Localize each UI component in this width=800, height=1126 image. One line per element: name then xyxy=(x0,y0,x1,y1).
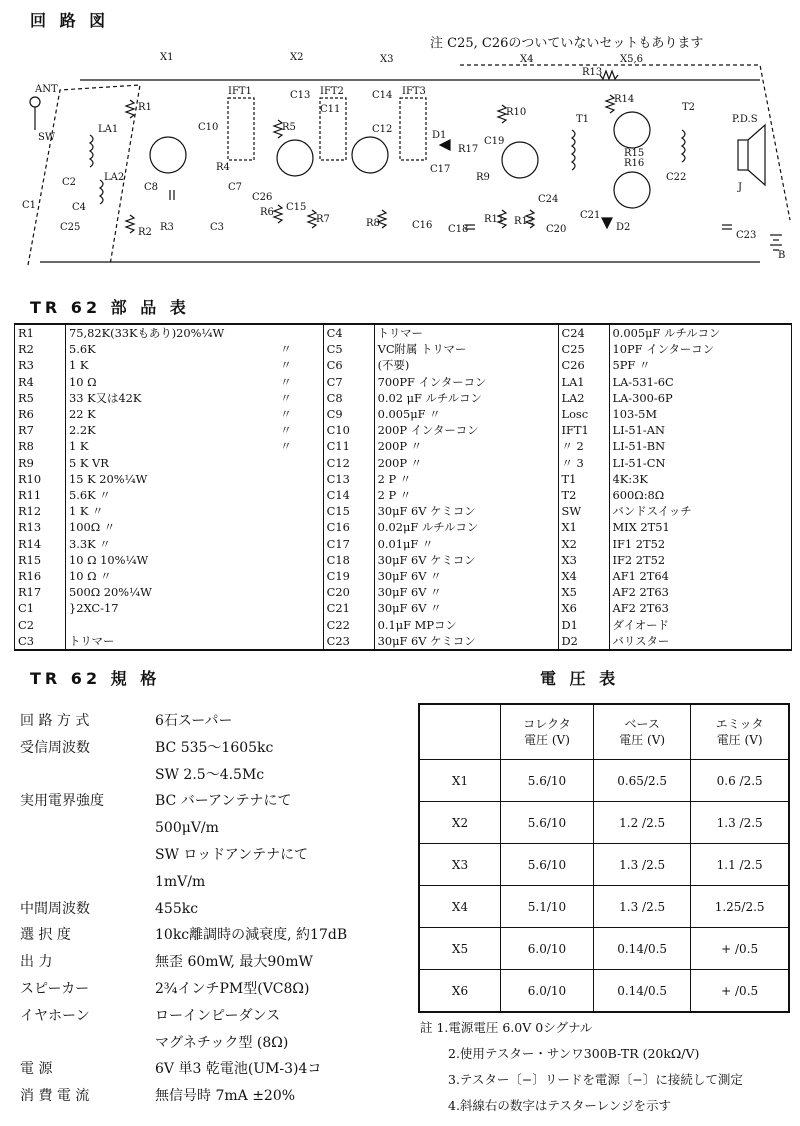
part-symbol: D2 xyxy=(558,633,609,650)
spec-label: 選 択 度 xyxy=(20,927,71,944)
voltage-value: 0.6 /2.5 xyxy=(691,760,789,802)
label-r11: R11 xyxy=(484,214,505,225)
spec-row xyxy=(20,1056,321,1082)
part-value: AF2 2T63 xyxy=(609,600,791,616)
part-symbol: X6 xyxy=(558,600,609,616)
parts-row xyxy=(15,633,792,650)
voltage-value: 1.3 /2.5 xyxy=(594,844,691,886)
part-value: 0.1μF MPコン xyxy=(374,617,558,633)
spec-label: 出 力 xyxy=(20,954,53,971)
part-value: 5 K VR xyxy=(66,455,324,471)
label-ift3: IFT3 xyxy=(402,86,426,97)
part-symbol: R15 xyxy=(15,552,66,568)
voltage-row xyxy=(419,970,789,1013)
voltage-row xyxy=(419,760,789,802)
label-c20: C20 xyxy=(546,224,567,235)
label-c3: C3 xyxy=(210,222,225,233)
spec-row xyxy=(20,949,313,975)
spec-row xyxy=(20,1030,288,1056)
part-value: LA-300-6P xyxy=(609,390,791,406)
spec-value: BC 535〜1605kc xyxy=(155,739,274,756)
note-line: 3.テスター〔−〕リードを電源〔−〕に接続して測定 xyxy=(448,1072,743,1087)
spec-label: 受信周波数 xyxy=(20,739,90,756)
label-c19: C19 xyxy=(484,136,505,147)
part-symbol: X1 xyxy=(558,519,609,535)
part-symbol: C11 xyxy=(323,438,374,454)
spec-value: 2¾インチPM型(VC8Ω) xyxy=(155,981,310,997)
part-ditto: 〃 xyxy=(280,374,292,389)
part-symbol: R14 xyxy=(15,536,66,552)
spec-value: SW 2.5〜4.5Mc xyxy=(155,766,265,783)
voltage-transistor: X2 xyxy=(419,802,501,844)
voltage-value: + /0.5 xyxy=(691,970,789,1013)
label-r12: R12 xyxy=(514,216,535,227)
part-value xyxy=(66,617,324,633)
label-r17: R17 xyxy=(458,144,479,155)
voltage-row xyxy=(419,886,789,928)
spec-row xyxy=(20,1083,295,1109)
label-t1: T1 xyxy=(576,114,590,125)
part-value: VC附属 トリマー xyxy=(374,341,558,357)
spec-row xyxy=(20,708,233,734)
label-d1: D1 xyxy=(432,130,447,141)
part-symbol: C17 xyxy=(323,536,374,552)
part-symbol: C20 xyxy=(323,584,374,600)
spec-row xyxy=(20,896,198,922)
part-value: 30μF 6V ケミコン xyxy=(374,552,558,568)
circuit-note: 注 C25, C26のついていないセットもあります xyxy=(430,36,704,51)
label-r7: R7 xyxy=(316,214,330,225)
part-value: 0.02μF ルチルコン xyxy=(374,519,558,535)
label-r8: R8 xyxy=(366,218,380,229)
label-c1: C1 xyxy=(22,200,37,211)
label-sw: SW xyxy=(38,132,56,143)
part-value: 3.3K 〃 xyxy=(66,536,324,552)
part-symbol: C22 xyxy=(323,617,374,633)
label-r6: R6 xyxy=(260,207,274,218)
part-value: 10PF インターコン xyxy=(609,341,791,357)
part-symbol: R8 xyxy=(15,438,66,454)
label-la2: LA2 xyxy=(104,172,125,183)
part-symbol: 〃 3 xyxy=(558,455,609,471)
part-symbol: C5 xyxy=(323,341,374,357)
label-c14: C14 xyxy=(372,90,393,101)
voltage-value: 1.1 /2.5 xyxy=(691,844,789,886)
parts-row xyxy=(15,390,792,406)
part-symbol: Losc xyxy=(558,406,609,422)
label-r3: R3 xyxy=(160,222,174,233)
label-x1: X1 xyxy=(160,52,174,63)
label-c17: C17 xyxy=(430,164,451,175)
voltage-row xyxy=(419,844,789,886)
label-ant: ANT xyxy=(35,84,58,95)
parts-table xyxy=(14,323,792,651)
parts-row xyxy=(15,568,792,584)
part-symbol: C21 xyxy=(323,600,374,616)
part-value: (不要) xyxy=(374,357,558,373)
spec-label: 電 源 xyxy=(20,1061,53,1078)
part-symbol: C13 xyxy=(323,471,374,487)
part-value: 75,82K(33Kもあり)20%¼W xyxy=(66,324,324,341)
voltage-value: 5.6/10 xyxy=(501,760,594,802)
part-value: 10 Ω 〃 xyxy=(66,568,324,584)
part-symbol: R11 xyxy=(15,487,66,503)
voltage-row xyxy=(419,928,789,970)
parts-row xyxy=(15,600,792,616)
part-value-text: 10 Ω xyxy=(69,374,97,389)
part-value: バリスター xyxy=(609,633,791,650)
voltage-value: 1.25/2.5 xyxy=(691,886,789,928)
label-t2: T2 xyxy=(682,102,696,113)
part-value xyxy=(66,438,324,454)
voltage-header xyxy=(419,704,501,760)
part-symbol: X5 xyxy=(558,584,609,600)
parts-row xyxy=(15,374,792,390)
parts-row xyxy=(15,406,792,422)
part-symbol: R16 xyxy=(15,568,66,584)
part-symbol: R10 xyxy=(15,471,66,487)
label-c10: C10 xyxy=(198,122,219,133)
voltage-value: 1.2 /2.5 xyxy=(594,802,691,844)
circuit-schematic xyxy=(20,40,795,285)
spec-row xyxy=(20,976,310,1002)
label-x4: X4 xyxy=(520,54,534,65)
spec-row xyxy=(20,1003,280,1029)
part-value: LI-51-AN xyxy=(609,422,791,438)
part-value: IF1 2T52 xyxy=(609,536,791,552)
part-symbol: R13 xyxy=(15,519,66,535)
part-ditto: 〃 xyxy=(280,390,292,405)
part-value: LI-51-BN xyxy=(609,438,791,454)
voltage-value: 1.3 /2.5 xyxy=(691,802,789,844)
part-value: 1 K 〃 xyxy=(66,503,324,519)
part-symbol: IFT1 xyxy=(558,422,609,438)
label-r10: R10 xyxy=(506,107,527,118)
parts-row xyxy=(15,536,792,552)
label-j: J xyxy=(738,182,743,193)
part-value: トリマー xyxy=(66,633,324,650)
part-value: 200P インターコン xyxy=(374,422,558,438)
circuit-title: 回 路 図 xyxy=(30,11,110,30)
spec-row xyxy=(20,762,264,788)
voltage-value: 0.14/0.5 xyxy=(594,928,691,970)
voltage-transistor: X1 xyxy=(419,760,501,802)
parts-row xyxy=(15,422,792,438)
part-value: 0.01μF 〃 xyxy=(374,536,558,552)
spec-label: スピーカー xyxy=(20,981,90,997)
voltage-transistor: X3 xyxy=(419,844,501,886)
parts-row xyxy=(15,357,792,373)
part-value: 200P 〃 xyxy=(374,438,558,454)
part-value: 0.02 μF ルチルコン xyxy=(374,390,558,406)
voltage-header: エミッタ 電圧 (V) xyxy=(691,704,789,760)
note-line: 2.使用テスター・サンワ300B-TR (20kΩ/V) xyxy=(448,1046,700,1061)
voltage-row xyxy=(419,802,789,844)
spec-value: SW ロッドアンテナにて xyxy=(155,847,309,863)
label-c24: C24 xyxy=(538,194,559,205)
part-symbol: R1 xyxy=(15,324,66,341)
part-value: 10 Ω 10%¼W xyxy=(66,552,324,568)
part-value-text: 2.2K xyxy=(69,423,96,438)
part-symbol: C19 xyxy=(323,568,374,584)
part-value: 15 K 20%¼W xyxy=(66,471,324,487)
label-r9: R9 xyxy=(476,172,490,183)
part-value: AF1 2T64 xyxy=(609,568,791,584)
label-c26: C26 xyxy=(252,192,273,203)
part-value: トリマー xyxy=(374,324,558,341)
part-value-text: 5.6K xyxy=(69,342,96,357)
label-r5: R5 xyxy=(282,122,296,133)
spec-row xyxy=(20,869,205,895)
part-symbol: C8 xyxy=(323,390,374,406)
part-symbol: R5 xyxy=(15,390,66,406)
part-symbol: LA1 xyxy=(558,374,609,390)
spec-label: 実用電界強度 xyxy=(20,793,104,810)
part-value: 700PF インターコン xyxy=(374,374,558,390)
label-r4: R4 xyxy=(216,162,230,173)
parts-row xyxy=(15,503,792,519)
parts-row xyxy=(15,438,792,454)
label-d2: D2 xyxy=(616,222,631,233)
part-symbol: C12 xyxy=(323,455,374,471)
parts-row xyxy=(15,341,792,357)
part-value: 2 P 〃 xyxy=(374,487,558,503)
part-symbol: R17 xyxy=(15,584,66,600)
part-value: 500Ω 20%¼W xyxy=(66,584,324,600)
part-symbol: LA2 xyxy=(558,390,609,406)
label-c12: C12 xyxy=(372,124,393,135)
parts-row xyxy=(15,324,792,341)
part-ditto: 〃 xyxy=(280,358,292,373)
label-x3: X3 xyxy=(380,54,394,65)
part-value: 0.005μF ルチルコン xyxy=(609,324,791,341)
part-symbol: C6 xyxy=(323,357,374,373)
spec-row xyxy=(20,842,308,868)
spec-label: 中間周波数 xyxy=(20,900,90,917)
part-value: 30μF 6V 〃 xyxy=(374,568,558,584)
label-r13: R13 xyxy=(582,67,603,78)
label-c13: C13 xyxy=(290,90,311,101)
part-value: 103-5M xyxy=(609,406,791,422)
spec-value: ローインピーダンス xyxy=(155,1007,281,1024)
label-r16: R16 xyxy=(624,158,645,169)
part-value: 0.005μF 〃 xyxy=(374,406,558,422)
part-ditto: 〃 xyxy=(280,407,292,422)
part-ditto: 〃 xyxy=(280,342,292,357)
parts-row xyxy=(15,455,792,471)
label-c21: C21 xyxy=(580,210,601,221)
part-value xyxy=(66,422,324,438)
label-c8: C8 xyxy=(144,182,159,193)
voltage-value: 0.65/2.5 xyxy=(594,760,691,802)
part-symbol: R4 xyxy=(15,374,66,390)
part-ditto: 〃 xyxy=(280,439,292,454)
spec-label: 消 費 電 流 xyxy=(20,1088,90,1105)
parts-row xyxy=(15,487,792,503)
label-c15: C15 xyxy=(286,202,307,213)
part-symbol: C16 xyxy=(323,519,374,535)
part-value xyxy=(66,341,324,357)
part-symbol: C9 xyxy=(323,406,374,422)
part-symbol: R2 xyxy=(15,341,66,357)
part-symbol: C3 xyxy=(15,633,66,650)
part-value-text: 22 K xyxy=(69,407,96,422)
part-symbol: C24 xyxy=(558,324,609,341)
label-pds: P.D.S xyxy=(732,114,758,125)
spec-row xyxy=(20,735,273,761)
part-value xyxy=(66,357,324,373)
part-symbol: C4 xyxy=(323,324,374,341)
label-r1: R1 xyxy=(138,102,152,113)
spec-value: 1mV/m xyxy=(155,873,206,890)
spec-value: 6石スーパー xyxy=(155,713,233,729)
spec-label: イヤホーン xyxy=(20,1007,90,1024)
part-value: LI-51-CN xyxy=(609,455,791,471)
label-c16: C16 xyxy=(412,220,433,231)
parts-table-title: TR 62 部 品 表 xyxy=(30,298,190,317)
spec-label: 回 路 方 式 xyxy=(20,713,90,729)
voltage-title: 電 圧 表 xyxy=(540,669,620,688)
part-symbol: 〃 2 xyxy=(558,438,609,454)
voltage-transistor: X4 xyxy=(419,886,501,928)
voltage-value: 5.6/10 xyxy=(501,844,594,886)
part-value: バンドスイッチ xyxy=(609,503,791,519)
spec-title: TR 62 規 格 xyxy=(30,669,161,688)
part-symbol: R3 xyxy=(15,357,66,373)
part-symbol: R9 xyxy=(15,455,66,471)
part-symbol: C26 xyxy=(558,357,609,373)
part-value: 30μF 6V 〃 xyxy=(374,600,558,616)
spec-value: 455kc xyxy=(155,900,199,917)
note-line: 註 1.電源電圧 6.0V 0シグナル xyxy=(420,1020,593,1035)
part-value: IF2 2T52 xyxy=(609,552,791,568)
label-c4: C4 xyxy=(72,202,87,213)
label-c11: C11 xyxy=(320,104,341,115)
part-symbol: SW xyxy=(558,503,609,519)
part-symbol: C2 xyxy=(15,617,66,633)
part-ditto: 〃 xyxy=(280,423,292,438)
part-value xyxy=(66,390,324,406)
part-symbol: C15 xyxy=(323,503,374,519)
label-ift1: IFT1 xyxy=(228,86,252,97)
label-c23: C23 xyxy=(736,230,757,241)
parts-row xyxy=(15,471,792,487)
label-b: B xyxy=(778,250,786,261)
note-line: 4.斜線右の数字はテスターレンジを示す xyxy=(448,1098,672,1113)
part-value: 200P 〃 xyxy=(374,455,558,471)
part-value: 4K:3K xyxy=(609,471,791,487)
spec-value: マグネチック型 (8Ω) xyxy=(155,1034,289,1051)
part-value xyxy=(66,374,324,390)
part-value: AF2 2T63 xyxy=(609,584,791,600)
part-value: 100Ω 〃 xyxy=(66,519,324,535)
voltage-transistor: X6 xyxy=(419,970,501,1013)
spec-value: BC バーアンテナにて xyxy=(155,793,292,810)
part-symbol: C7 xyxy=(323,374,374,390)
label-c7: C7 xyxy=(228,182,243,193)
part-value-text: 1 K xyxy=(69,439,89,454)
label-la1: LA1 xyxy=(98,124,119,135)
part-symbol: C14 xyxy=(323,487,374,503)
part-symbol: R12 xyxy=(15,503,66,519)
label-ift2: IFT2 xyxy=(320,86,344,97)
part-symbol: R6 xyxy=(15,406,66,422)
part-value: 5PF 〃 xyxy=(609,357,791,373)
label-c25: C25 xyxy=(60,222,81,233)
spec-value: 無歪 60mW, 最大90mW xyxy=(155,954,313,971)
part-value-text: 33 K又は42K xyxy=(69,390,142,405)
voltage-header: ベース 電圧 (V) xyxy=(594,704,691,760)
voltage-header: コレクタ 電圧 (V) xyxy=(501,704,594,760)
part-symbol: X4 xyxy=(558,568,609,584)
voltage-transistor: X5 xyxy=(419,928,501,970)
part-symbol: C1 xyxy=(15,600,66,616)
spec-value: 10kc離調時の減衰度, 約17dB xyxy=(155,927,348,944)
spec-value: 500μV/m xyxy=(155,820,219,837)
part-value: ダイオード xyxy=(609,617,791,633)
part-symbol: X2 xyxy=(558,536,609,552)
parts-row xyxy=(15,617,792,633)
part-value-text: 1 K xyxy=(69,358,89,373)
voltage-value: 5.1/10 xyxy=(501,886,594,928)
parts-row xyxy=(15,584,792,600)
voltage-value: 0.14/0.5 xyxy=(594,970,691,1013)
voltage-table xyxy=(418,703,790,1013)
spec-value: 6V 単3 乾電池(UM-3)4コ xyxy=(155,1061,322,1078)
label-r15: R15 xyxy=(624,148,645,159)
voltage-value: 5.6/10 xyxy=(501,802,594,844)
spec-row xyxy=(20,815,219,841)
part-symbol: T2 xyxy=(558,487,609,503)
part-value: 30μF 6V ケミコン xyxy=(374,633,558,650)
part-value xyxy=(66,406,324,422)
label-r2: R2 xyxy=(138,227,152,238)
part-symbol: C23 xyxy=(323,633,374,650)
label-r14: R14 xyxy=(614,94,635,105)
part-value: 30μF 6V ケミコン xyxy=(374,503,558,519)
parts-row xyxy=(15,552,792,568)
part-value: 2 P 〃 xyxy=(374,471,558,487)
part-symbol: C18 xyxy=(323,552,374,568)
label-x2: X2 xyxy=(290,52,304,63)
label-c22: C22 xyxy=(666,172,687,183)
part-symbol: C25 xyxy=(558,341,609,357)
spec-row xyxy=(20,922,347,948)
part-value: MIX 2T51 xyxy=(609,519,791,535)
part-value: LA-531-6C xyxy=(609,374,791,390)
part-symbol: D1 xyxy=(558,617,609,633)
label-c18: C18 xyxy=(448,224,469,235)
part-symbol: T1 xyxy=(558,471,609,487)
voltage-value: 6.0/10 xyxy=(501,970,594,1013)
part-value: }2XC-17 xyxy=(66,600,324,616)
voltage-value: + /0.5 xyxy=(691,928,789,970)
voltage-value: 6.0/10 xyxy=(501,928,594,970)
part-symbol: R7 xyxy=(15,422,66,438)
voltage-value: 1.3 /2.5 xyxy=(594,886,691,928)
part-value: 600Ω:8Ω xyxy=(609,487,791,503)
label-c2: C2 xyxy=(62,177,77,188)
part-symbol: C10 xyxy=(323,422,374,438)
part-value: 30μF 6V 〃 xyxy=(374,584,558,600)
spec-value: 無信号時 7mA ±20% xyxy=(155,1088,296,1105)
label-x56: X5,6 xyxy=(620,54,644,65)
part-value: 5.6K 〃 xyxy=(66,487,324,503)
parts-row xyxy=(15,519,792,535)
spec-row xyxy=(20,788,291,814)
part-symbol: X3 xyxy=(558,552,609,568)
